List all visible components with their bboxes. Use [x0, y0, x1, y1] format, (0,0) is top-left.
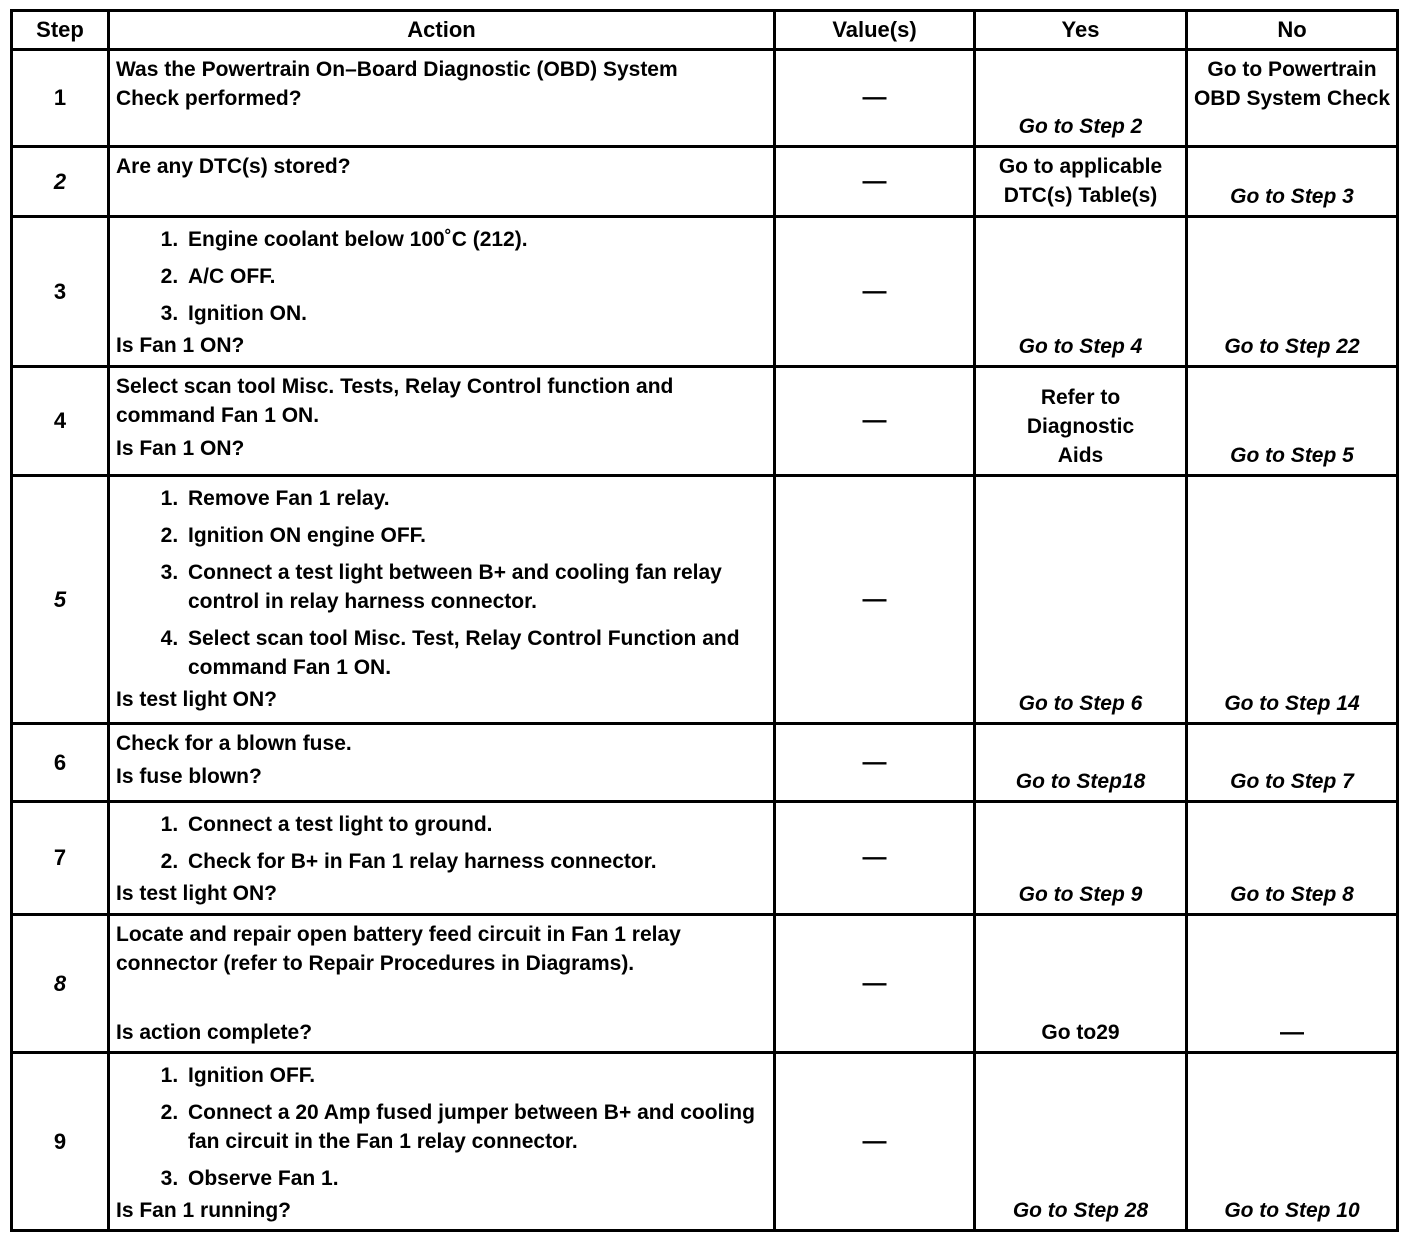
- header-row: [12, 11, 1398, 50]
- action-cell: [109, 1053, 775, 1231]
- step-number: 3: [12, 217, 109, 367]
- table-row: [12, 50, 1398, 147]
- action-cell: [109, 50, 775, 147]
- yes-link[interactable]: Go to applicable DTC(s) Table(s): [998, 155, 1163, 207]
- yes-cell: [975, 915, 1187, 1053]
- yes-link[interactable]: Go to Step 4: [1018, 335, 1143, 358]
- value-cell: —: [775, 915, 975, 1053]
- action-cell: [109, 915, 775, 1053]
- step-number: 7: [12, 802, 109, 915]
- action-cell: [109, 367, 775, 476]
- value-cell: —: [775, 724, 975, 802]
- value-cell: —: [775, 802, 975, 915]
- header-action: Action: [109, 11, 775, 50]
- no-cell: [1187, 476, 1398, 724]
- no-link[interactable]: Go to Step 3: [1230, 185, 1354, 208]
- list-item: 2. Check for B+ in Fan 1 relay harness connector.: [184, 847, 765, 876]
- action-text: Check performed?: [116, 87, 302, 110]
- action-text: connector (refer to Repair Procedures in Diagrams).: [116, 952, 635, 975]
- yes-link[interactable]: Go to Step 6: [1018, 692, 1143, 715]
- action-cell: [109, 476, 775, 724]
- action-cell: [109, 217, 775, 367]
- step-number: 5: [12, 476, 109, 724]
- header-no: No: [1187, 11, 1398, 50]
- action-question: Is Fan 1 running?: [116, 1199, 292, 1222]
- step-number: 9: [12, 1053, 109, 1231]
- list-item: 2. Connect a 20 Amp fused jumper between B+ and cooling fan circuit in the Fan 1 relay connector.: [184, 1098, 765, 1156]
- yes-cell: [975, 1053, 1187, 1231]
- table-row: [12, 217, 1398, 367]
- step-number: 4: [12, 367, 109, 476]
- no-cell: [1187, 367, 1398, 476]
- action-text: Check for a blown fuse.: [116, 732, 352, 755]
- no-link[interactable]: Go to Step 8: [1230, 883, 1354, 906]
- action-question: Is Fan 1 ON?: [116, 437, 245, 460]
- yes-link[interactable]: Go to Step 28: [1012, 1199, 1149, 1222]
- list-item: 2. Ignition ON engine OFF.: [184, 521, 765, 550]
- table-row: [12, 1053, 1398, 1231]
- no-cell: [1187, 724, 1398, 802]
- value-cell: —: [775, 50, 975, 147]
- no-link[interactable]: Go to Step 5: [1230, 444, 1354, 467]
- action-question: Is test light ON?: [116, 688, 278, 711]
- no-link[interactable]: Go to Step 7: [1230, 770, 1354, 793]
- table-row: [12, 915, 1398, 1053]
- action-question: Is fuse blown?: [116, 765, 262, 788]
- header-yes: Yes: [975, 11, 1187, 50]
- table-row: [12, 147, 1398, 217]
- yes-cell: [975, 476, 1187, 724]
- no-cell: [1187, 915, 1398, 1053]
- no-cell: [1187, 802, 1398, 915]
- value-cell: —: [775, 1053, 975, 1231]
- yes-cell: [975, 217, 1187, 367]
- no-cell: [1187, 217, 1398, 367]
- value-cell: —: [775, 217, 975, 367]
- step-number: 8: [12, 915, 109, 1053]
- yes-cell: [975, 367, 1187, 476]
- action-cell: [109, 724, 775, 802]
- list-item: 1. Connect a test light to ground.: [184, 810, 765, 839]
- table-row: [12, 476, 1398, 724]
- action-text: Are any DTC(s) stored?: [116, 155, 351, 178]
- header-values: Value(s): [775, 11, 975, 50]
- list-item: 1. Engine coolant below 100˚C (212).: [184, 225, 765, 254]
- yes-link[interactable]: Refer to Diagnostic Aids: [1026, 386, 1135, 467]
- yes-link[interactable]: Go to Step 9: [1018, 883, 1143, 906]
- no-cell: [1187, 50, 1398, 147]
- action-text: Was the Powertrain On–Board Diagnostic (OBD) System: [116, 58, 678, 81]
- header-step: Step: [12, 11, 109, 50]
- value-cell: —: [775, 476, 975, 724]
- no-link[interactable]: Go to Step 10: [1224, 1199, 1360, 1222]
- list-item: 3. Connect a test light between B+ and cooling fan relay control in relay harness connector.: [184, 558, 765, 616]
- no-link[interactable]: Go to Step 22: [1224, 335, 1360, 358]
- yes-cell: [975, 147, 1187, 217]
- action-question: Is test light ON?: [116, 882, 278, 905]
- yes-cell: [975, 50, 1187, 147]
- table-row: [12, 724, 1398, 802]
- yes-link[interactable]: Go to Step18: [1015, 770, 1146, 793]
- action-text: Locate and repair open battery feed circuit in Fan 1 relay: [116, 923, 681, 946]
- no-link[interactable]: Go to Powertrain OBD System Check: [1193, 58, 1391, 110]
- list-item: 1. Remove Fan 1 relay.: [184, 484, 765, 513]
- value-cell: —: [775, 367, 975, 476]
- list-item: 2. A/C OFF.: [184, 262, 765, 291]
- list-item: 1. Ignition OFF.: [184, 1061, 765, 1090]
- action-cell: [109, 802, 775, 915]
- table-row: [12, 367, 1398, 476]
- no-value: —: [1280, 1019, 1304, 1046]
- step-number: 1: [12, 50, 109, 147]
- list-item: 3. Ignition ON.: [184, 299, 765, 328]
- diagnostic-table: [10, 9, 1399, 1232]
- yes-link[interactable]: Go to29: [1041, 1021, 1120, 1044]
- action-question: Is Fan 1 ON?: [116, 334, 245, 357]
- step-number: 6: [12, 724, 109, 802]
- yes-cell: [975, 802, 1187, 915]
- action-text: Select scan tool Misc. Tests, Relay Control function and: [116, 375, 674, 398]
- action-cell: [109, 147, 775, 217]
- no-cell: [1187, 1053, 1398, 1231]
- action-question: Is action complete?: [116, 1021, 313, 1044]
- no-link[interactable]: Go to Step 14: [1224, 692, 1360, 715]
- yes-cell: [975, 724, 1187, 802]
- yes-link[interactable]: Go to Step 2: [1018, 115, 1143, 138]
- list-item: 3. Observe Fan 1.: [184, 1164, 765, 1193]
- step-number: 2: [12, 147, 109, 217]
- no-cell: [1187, 147, 1398, 217]
- list-item: 4. Select scan tool Misc. Test, Relay Control Function and command Fan 1 ON.: [184, 624, 765, 682]
- action-text: command Fan 1 ON.: [116, 404, 320, 427]
- value-cell: —: [775, 147, 975, 217]
- table-row: [12, 802, 1398, 915]
